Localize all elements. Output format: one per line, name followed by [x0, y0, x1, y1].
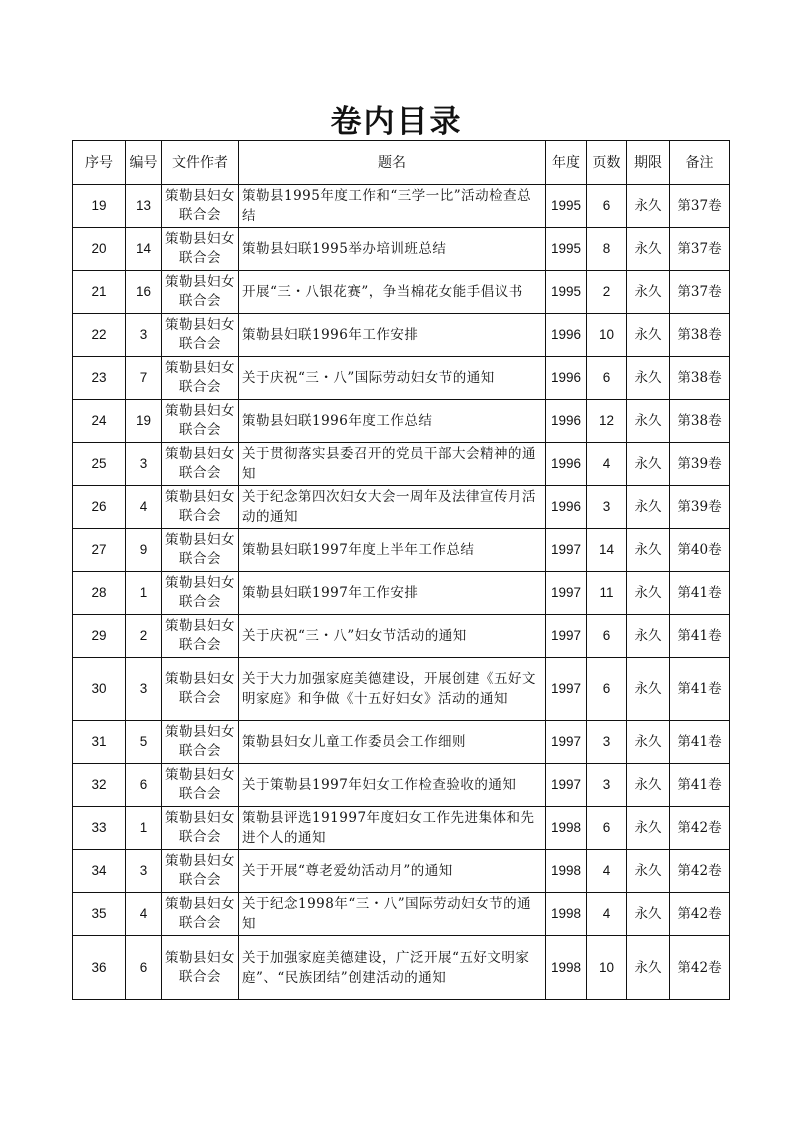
cell-year: 1997	[546, 572, 587, 615]
cell-seq: 21	[73, 271, 126, 314]
cell-note: 第37卷	[670, 271, 730, 314]
cell-note: 第41卷	[670, 658, 730, 721]
table-row	[73, 529, 730, 572]
cell-seq: 33	[73, 807, 126, 850]
cell-year: 1998	[546, 893, 587, 936]
cell-note: 第39卷	[670, 486, 730, 529]
cell-title: 策勒县妇联1997年工作安排	[239, 572, 546, 615]
cell-year: 1998	[546, 936, 587, 1000]
cell-title: 关于庆祝“三・八”国际劳动妇女节的通知	[239, 357, 546, 400]
cell-year: 1996	[546, 486, 587, 529]
cell-year: 1995	[546, 271, 587, 314]
table-row	[73, 764, 730, 807]
cell-term: 永久	[627, 807, 670, 850]
cell-pages: 8	[587, 228, 627, 271]
cell-seq: 31	[73, 721, 126, 764]
table-row	[73, 807, 730, 850]
cell-pages: 6	[587, 658, 627, 721]
column-header-note: 备注	[670, 141, 730, 185]
cell-term: 永久	[627, 443, 670, 486]
cell-pages: 4	[587, 850, 627, 893]
cell-title: 关于开展“尊老爱幼活动月”的通知	[239, 850, 546, 893]
cell-pages: 14	[587, 529, 627, 572]
cell-pages: 6	[587, 807, 627, 850]
cell-term: 永久	[627, 271, 670, 314]
table-row	[73, 271, 730, 314]
cell-year: 1997	[546, 721, 587, 764]
cell-title: 关于加强家庭美德建设，广泛开展“五好文明家庭”、“民族团结”创建活动的通知	[239, 936, 546, 1000]
cell-no: 4	[126, 486, 162, 529]
column-header-seq: 序号	[73, 141, 126, 185]
cell-note: 第38卷	[670, 400, 730, 443]
page-title: 卷内目录	[330, 104, 463, 140]
cell-seq: 26	[73, 486, 126, 529]
cell-author: 策勒县妇女联合会	[162, 615, 239, 658]
cell-term: 永久	[627, 185, 670, 228]
cell-title: 策勒县妇女儿童工作委员会工作细则	[239, 721, 546, 764]
cell-seq: 24	[73, 400, 126, 443]
cell-term: 永久	[627, 400, 670, 443]
cell-year: 1996	[546, 314, 587, 357]
cell-term: 永久	[627, 850, 670, 893]
cell-year: 1998	[546, 850, 587, 893]
cell-pages: 3	[587, 764, 627, 807]
cell-term: 永久	[627, 893, 670, 936]
cell-term: 永久	[627, 572, 670, 615]
cell-seq: 34	[73, 850, 126, 893]
cell-pages: 2	[587, 271, 627, 314]
cell-no: 4	[126, 893, 162, 936]
cell-seq: 20	[73, 228, 126, 271]
cell-no: 1	[126, 572, 162, 615]
table-row	[73, 893, 730, 936]
column-header-author: 文件作者	[162, 141, 239, 185]
cell-pages: 4	[587, 443, 627, 486]
cell-pages: 3	[587, 721, 627, 764]
table-row	[73, 314, 730, 357]
cell-no: 13	[126, 185, 162, 228]
cell-seq: 36	[73, 936, 126, 1000]
table-row	[73, 486, 730, 529]
cell-no: 6	[126, 936, 162, 1000]
cell-no: 3	[126, 658, 162, 721]
cell-pages: 12	[587, 400, 627, 443]
table-row	[73, 936, 730, 1000]
cell-no: 3	[126, 850, 162, 893]
cell-title: 策勒县妇联1995举办培训班总结	[239, 228, 546, 271]
cell-no: 16	[126, 271, 162, 314]
cell-author: 策勒县妇女联合会	[162, 893, 239, 936]
cell-note: 第42卷	[670, 893, 730, 936]
cell-note: 第42卷	[670, 807, 730, 850]
cell-year: 1997	[546, 529, 587, 572]
cell-author: 策勒县妇女联合会	[162, 572, 239, 615]
header-row	[73, 141, 730, 185]
cell-year: 1997	[546, 615, 587, 658]
cell-note: 第41卷	[670, 764, 730, 807]
cell-note: 第37卷	[670, 228, 730, 271]
table-row	[73, 400, 730, 443]
column-header-year: 年度	[546, 141, 587, 185]
cell-title: 关于大力加强家庭美德建设，开展创建《五好文明家庭》和争做《十五好妇女》活动的通知	[239, 658, 546, 721]
table-row	[73, 443, 730, 486]
table-row	[73, 721, 730, 764]
cell-pages: 10	[587, 314, 627, 357]
cell-note: 第38卷	[670, 314, 730, 357]
cell-author: 策勒县妇女联合会	[162, 764, 239, 807]
cell-seq: 29	[73, 615, 126, 658]
column-header-no: 编号	[126, 141, 162, 185]
cell-author: 策勒县妇女联合会	[162, 357, 239, 400]
cell-term: 永久	[627, 764, 670, 807]
cell-author: 策勒县妇女联合会	[162, 443, 239, 486]
cell-pages: 6	[587, 185, 627, 228]
cell-note: 第37卷	[670, 185, 730, 228]
cell-term: 永久	[627, 228, 670, 271]
cell-author: 策勒县妇女联合会	[162, 228, 239, 271]
cell-title: 策勒县妇联1997年度上半年工作总结	[239, 529, 546, 572]
cell-seq: 28	[73, 572, 126, 615]
cell-note: 第40卷	[670, 529, 730, 572]
cell-term: 永久	[627, 936, 670, 1000]
cell-title: 开展“三・八银花赛”，争当棉花女能手倡议书	[239, 271, 546, 314]
cell-pages: 6	[587, 357, 627, 400]
cell-no: 3	[126, 314, 162, 357]
cell-author: 策勒县妇女联合会	[162, 807, 239, 850]
cell-year: 1996	[546, 443, 587, 486]
cell-author: 策勒县妇女联合会	[162, 314, 239, 357]
cell-year: 1997	[546, 658, 587, 721]
cell-no: 1	[126, 807, 162, 850]
cell-term: 永久	[627, 721, 670, 764]
table-row	[73, 615, 730, 658]
cell-year: 1998	[546, 807, 587, 850]
cell-note: 第42卷	[670, 936, 730, 1000]
cell-no: 9	[126, 529, 162, 572]
cell-note: 第38卷	[670, 357, 730, 400]
cell-seq: 30	[73, 658, 126, 721]
column-header-term: 期限	[627, 141, 670, 185]
cell-no: 5	[126, 721, 162, 764]
cell-year: 1995	[546, 228, 587, 271]
cell-year: 1996	[546, 357, 587, 400]
cell-title: 关于贯彻落实县委召开的党员干部大会精神的通知	[239, 443, 546, 486]
cell-no: 3	[126, 443, 162, 486]
cell-author: 策勒县妇女联合会	[162, 271, 239, 314]
column-header-pages: 页数	[587, 141, 627, 185]
cell-pages: 3	[587, 486, 627, 529]
cell-author: 策勒县妇女联合会	[162, 850, 239, 893]
cell-no: 2	[126, 615, 162, 658]
cell-title: 关于纪念第四次妇女大会一周年及法律宣传月活动的通知	[239, 486, 546, 529]
cell-pages: 4	[587, 893, 627, 936]
cell-author: 策勒县妇女联合会	[162, 721, 239, 764]
cell-seq: 32	[73, 764, 126, 807]
table-row	[73, 357, 730, 400]
cell-author: 策勒县妇女联合会	[162, 486, 239, 529]
cell-pages: 6	[587, 615, 627, 658]
cell-note: 第41卷	[670, 721, 730, 764]
cell-title: 关于庆祝“三・八”妇女节活动的通知	[239, 615, 546, 658]
cell-note: 第42卷	[670, 850, 730, 893]
cell-pages: 11	[587, 572, 627, 615]
cell-no: 7	[126, 357, 162, 400]
table-row	[73, 228, 730, 271]
cell-term: 永久	[627, 658, 670, 721]
catalog-table	[72, 140, 730, 1000]
cell-author: 策勒县妇女联合会	[162, 400, 239, 443]
cell-term: 永久	[627, 529, 670, 572]
table-row	[73, 850, 730, 893]
column-header-title: 题名	[239, 141, 546, 185]
cell-term: 永久	[627, 615, 670, 658]
cell-term: 永久	[627, 357, 670, 400]
table-row	[73, 185, 730, 228]
cell-seq: 27	[73, 529, 126, 572]
cell-seq: 35	[73, 893, 126, 936]
cell-year: 1997	[546, 764, 587, 807]
table-row	[73, 572, 730, 615]
cell-year: 1995	[546, 185, 587, 228]
cell-title: 策勒县评选191997年度妇女工作先进集体和先进个人的通知	[239, 807, 546, 850]
cell-seq: 23	[73, 357, 126, 400]
cell-year: 1996	[546, 400, 587, 443]
cell-author: 策勒县妇女联合会	[162, 936, 239, 1000]
cell-seq: 19	[73, 185, 126, 228]
cell-author: 策勒县妇女联合会	[162, 185, 239, 228]
cell-title: 关于纪念1998年“三・八”国际劳动妇女节的通知	[239, 893, 546, 936]
cell-title: 策勒县妇联1996年工作安排	[239, 314, 546, 357]
cell-author: 策勒县妇女联合会	[162, 529, 239, 572]
cell-no: 19	[126, 400, 162, 443]
cell-note: 第39卷	[670, 443, 730, 486]
cell-note: 第41卷	[670, 572, 730, 615]
cell-pages: 10	[587, 936, 627, 1000]
cell-no: 6	[126, 764, 162, 807]
cell-seq: 25	[73, 443, 126, 486]
cell-title: 策勒县1995年度工作和“三学一比”活动检查总结	[239, 185, 546, 228]
cell-author: 策勒县妇女联合会	[162, 658, 239, 721]
cell-seq: 22	[73, 314, 126, 357]
table-row	[73, 658, 730, 721]
cell-note: 第41卷	[670, 615, 730, 658]
cell-no: 14	[126, 228, 162, 271]
cell-term: 永久	[627, 314, 670, 357]
cell-title: 关于策勒县1997年妇女工作检查验收的通知	[239, 764, 546, 807]
cell-title: 策勒县妇联1996年度工作总结	[239, 400, 546, 443]
cell-term: 永久	[627, 486, 670, 529]
